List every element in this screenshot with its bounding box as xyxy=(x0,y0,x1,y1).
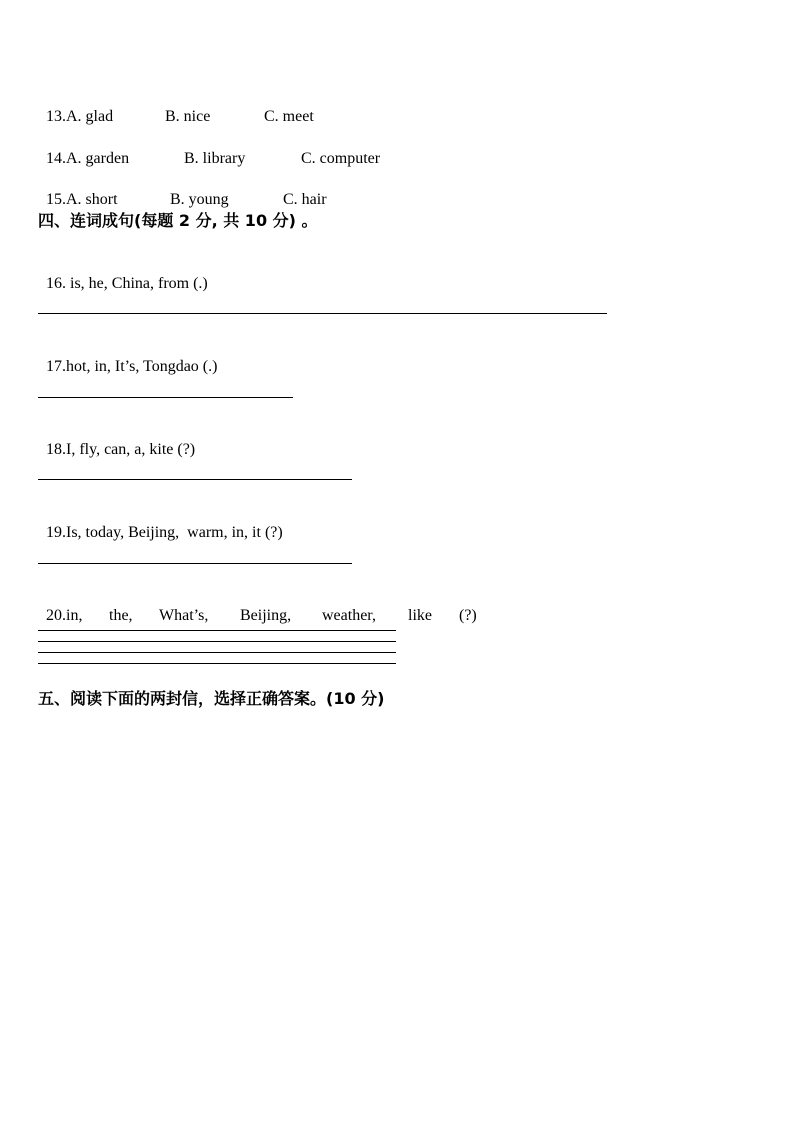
answer-line-20a[interactable] xyxy=(38,630,396,631)
word-list: is, he, China, from (.) xyxy=(66,275,208,292)
word-list: hot, in, It’s, Tongdao (.) xyxy=(66,358,218,375)
answer-line-19[interactable] xyxy=(38,563,352,564)
question-19 xyxy=(38,503,283,543)
option-a: A. garden xyxy=(66,150,130,167)
option-b: B. young xyxy=(170,191,229,208)
option-a: A. glad xyxy=(66,108,114,125)
question-number: 14. xyxy=(46,150,66,167)
word: weather, xyxy=(322,607,376,624)
question-number: 13. xyxy=(46,108,66,125)
word: the, xyxy=(109,607,133,624)
word: What’s, xyxy=(159,607,209,624)
section-5-heading: 五、阅读下面的两封信，选择正确答案。(10 分) xyxy=(38,689,385,708)
question-18 xyxy=(38,420,195,460)
word-list: Is, today, Beijing, warm, in, it (?) xyxy=(66,524,283,541)
option-a: A. short xyxy=(66,191,118,208)
option-c: C. computer xyxy=(301,150,381,167)
question-13 xyxy=(38,87,314,127)
question-number: 20. xyxy=(46,607,66,624)
option-b: B. library xyxy=(184,150,246,167)
question-number: 18. xyxy=(46,441,66,458)
option-c: C. meet xyxy=(264,108,314,125)
answer-line-20b[interactable] xyxy=(38,641,396,642)
section-4-heading: 四、连词成句(每题 2 分, 共 10 分) 。 xyxy=(38,211,318,230)
question-16 xyxy=(38,254,208,294)
word-list: I, fly, can, a, kite (?) xyxy=(66,441,196,458)
option-b: B. nice xyxy=(165,108,211,125)
question-20 xyxy=(38,586,477,626)
question-14 xyxy=(38,129,380,169)
question-number: 17. xyxy=(46,358,66,375)
question-number: 19. xyxy=(46,524,66,541)
question-number: 15. xyxy=(46,191,66,208)
answer-line-18[interactable] xyxy=(38,479,352,480)
answer-line-20d[interactable] xyxy=(38,663,396,664)
word: in, xyxy=(66,607,83,624)
word: (?) xyxy=(459,607,477,624)
answer-line-17[interactable] xyxy=(38,397,293,398)
question-15 xyxy=(38,170,327,210)
answer-line-16[interactable] xyxy=(38,313,607,314)
question-number: 16. xyxy=(46,275,66,292)
option-c: C. hair xyxy=(283,191,327,208)
word: Beijing, xyxy=(240,607,292,624)
answer-line-20c[interactable] xyxy=(38,652,396,653)
question-17 xyxy=(38,337,217,377)
word: like xyxy=(408,607,432,624)
